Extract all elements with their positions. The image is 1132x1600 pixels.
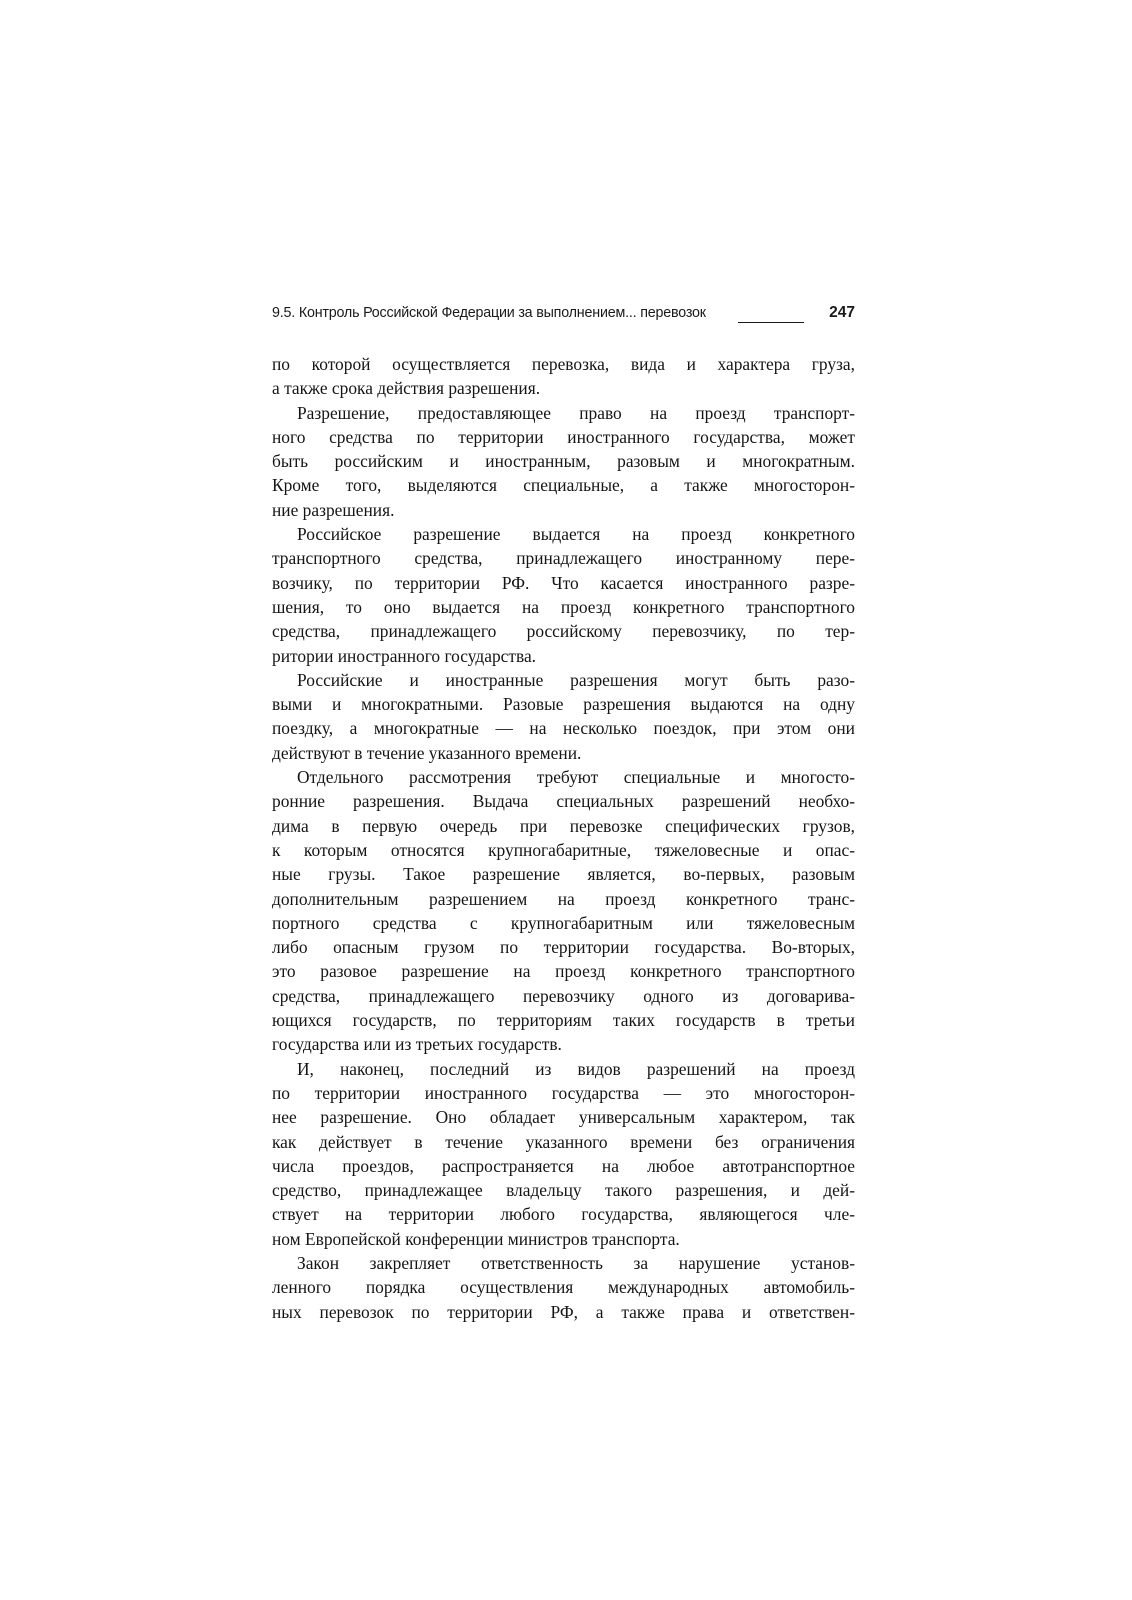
- text-line: а также срока действия разрешения.: [272, 378, 541, 399]
- text-line: ном Европейской конференции министров транспорта.: [272, 1228, 680, 1249]
- text-line: транспортного средства, принадлежащего иностранному пере-: [272, 548, 855, 569]
- text-line: это разовое разрешение на проезд конкретного транспортного: [272, 961, 855, 982]
- text-line: И, наконец, последний из видов разрешений на проезд: [297, 1058, 855, 1079]
- text-line: либо опасным грузом по территории государства. Во-вторых,: [272, 937, 855, 958]
- paragraph: [272, 765, 855, 1057]
- text-line: средства, принадлежащего российскому перевозчику, по тер-: [272, 621, 855, 642]
- running-head-title: 9.5. Контроль Российской Федерации за выполнением... перевозок: [272, 305, 706, 321]
- text-line: возчику, по территории РФ. Что касается иностранного разре-: [272, 572, 855, 593]
- text-line: по территории иностранного государства — это многосторон-: [272, 1082, 855, 1103]
- text-line: шения, то оно выдается на проезд конкретного транспортного: [272, 596, 855, 617]
- text-line: государства или из третьих государств.: [272, 1034, 562, 1055]
- text-line: по которой осуществляется перевозка, вида и характера груза,: [272, 354, 855, 374]
- text-line: действуют в течение указанного времени.: [272, 742, 582, 763]
- text-line: ющихся государств, по территориям таких государств в третьи: [272, 1010, 855, 1031]
- text-line: ного средства по территории иностранного государства, может: [272, 426, 855, 447]
- text-line: средства, принадлежащего перевозчику одного из договарива-: [272, 985, 855, 1006]
- text-line: ствует на территории любого государства, являющегося чле-: [272, 1204, 855, 1225]
- text-line: ритории иностранного государства.: [272, 645, 537, 666]
- paragraph: [272, 352, 855, 401]
- text-line: Закон закрепляет ответственность за нарушение установ-: [297, 1252, 855, 1273]
- paragraph: [272, 1057, 855, 1251]
- paragraph: [272, 668, 855, 765]
- text-line: Разрешение, предоставляющее право на проезд транспорт-: [297, 402, 855, 423]
- text-line: ние разрешения.: [272, 499, 395, 520]
- body-text: [272, 352, 855, 1324]
- text-line: нее разрешение. Оно обладает универсальным характером, так: [272, 1107, 855, 1128]
- text-line: портного средства с крупногабаритным или тяжеловесным: [272, 912, 855, 933]
- text-line: Отдельного рассмотрения требуют специальные и многосто-: [297, 767, 855, 788]
- text-line: ные грузы. Такое разрешение является, во-первых, разовым: [272, 864, 855, 885]
- text-line: средство, принадлежащее владельцу такого разрешения, и дей-: [272, 1180, 855, 1201]
- text-line: как действует в течение указанного времени без ограничения: [272, 1131, 855, 1152]
- text-line: числа проездов, распространяется на любое автотранспортное: [272, 1155, 855, 1176]
- text-line: дополнительным разрешением на проезд конкретного транс-: [272, 888, 855, 909]
- running-head-rule: [738, 322, 804, 323]
- text-line: Российские и иностранные разрешения могут быть разо-: [297, 669, 855, 690]
- page-number: 247: [829, 304, 855, 321]
- text-line: Кроме того, выделяются специальные, а также многосторон-: [272, 475, 855, 496]
- paragraph: [272, 1251, 855, 1324]
- text-line: ронние разрешения. Выдача специальных разрешений необхо-: [272, 791, 855, 812]
- paragraph: [272, 401, 855, 522]
- text-line: выми и многократными. Разовые разрешения выдаются на одну: [272, 694, 855, 715]
- text-line: ных перевозок по территории РФ, а также права и ответствен-: [272, 1301, 855, 1322]
- text-line: дима в первую очередь при перевозке специфических грузов,: [272, 815, 855, 836]
- text-line: поездку, а многократные — на несколько поездок, при этом они: [272, 718, 855, 739]
- paragraph: [272, 522, 855, 668]
- text-line: Российское разрешение выдается на проезд конкретного: [297, 524, 855, 545]
- text-line: ленного порядка осуществления международных автомобиль-: [272, 1277, 855, 1298]
- text-line: быть российским и иностранным, разовым и многократным.: [272, 451, 855, 472]
- text-line: к которым относятся крупногабаритные, тяжеловесные и опас-: [272, 839, 855, 860]
- running-head: [272, 305, 855, 327]
